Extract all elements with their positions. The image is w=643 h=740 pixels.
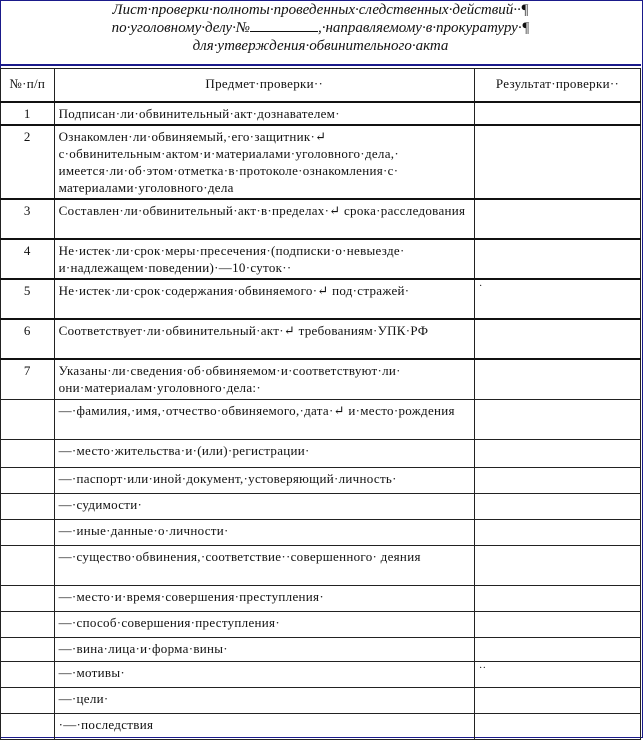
table-row bbox=[1, 713, 641, 739]
table-row bbox=[1, 637, 641, 661]
row-subject: —·место·жительства·и·(или)·регистрации· bbox=[54, 439, 474, 467]
row-result[interactable] bbox=[474, 239, 640, 279]
row-number: 2 bbox=[1, 125, 55, 199]
table-row bbox=[1, 519, 641, 545]
table-row bbox=[1, 439, 641, 467]
header-line-2-prefix: по·уголовному·делу·№ bbox=[111, 20, 250, 36]
row-subject: —·способ·совершения·преступления· bbox=[54, 611, 474, 637]
row-number bbox=[1, 611, 55, 637]
table-row bbox=[1, 467, 641, 493]
header-line-1: Лист·проверки·полноты·проведенных·следственных·действий··¶ bbox=[112, 2, 529, 18]
table-row bbox=[1, 199, 641, 239]
row-subject: Не·истек·ли·срок·содержания·обвиняемого·↵ под·стражей· bbox=[54, 279, 474, 319]
table-row bbox=[1, 687, 641, 713]
row-number: 5 bbox=[1, 279, 55, 319]
row-number: 3 bbox=[1, 199, 55, 239]
row-subject: Не·истек·ли·срок·меры·пресечения·(подписки·о·невыезде· и·надлежащем·поведении)·—10·суток·· bbox=[54, 239, 474, 279]
row-number: 6 bbox=[1, 319, 55, 359]
row-number bbox=[1, 637, 55, 661]
table-row bbox=[1, 545, 641, 585]
row-subject: —·мотивы· bbox=[54, 661, 474, 687]
row-number bbox=[1, 519, 55, 545]
row-result[interactable] bbox=[474, 467, 640, 493]
table-row bbox=[1, 279, 641, 319]
row-result[interactable] bbox=[474, 637, 640, 661]
document-header bbox=[0, 0, 641, 66]
column-header-result: Результат·проверки·· bbox=[474, 69, 640, 103]
row-subject: —·существо·обвинения,·соответствие··совершенного· деяния bbox=[54, 545, 474, 585]
row-result[interactable]: · bbox=[474, 279, 640, 319]
row-number bbox=[1, 713, 55, 739]
row-result[interactable] bbox=[474, 319, 640, 359]
row-result[interactable] bbox=[474, 713, 640, 739]
row-subject: —·фамилия,·имя,·отчество·обвиняемого,·дата·↵ и·место·рождения bbox=[54, 399, 474, 439]
row-number bbox=[1, 687, 55, 713]
row-result[interactable]: ·· bbox=[474, 661, 640, 687]
row-number: 1 bbox=[1, 102, 55, 125]
row-subject: —·паспорт·или·иной·документ,·устоверяющий·личность· bbox=[54, 467, 474, 493]
row-subject: Подписан·ли·обвинительный·акт·дознавателем· bbox=[54, 102, 474, 125]
table-row bbox=[1, 493, 641, 519]
row-subject: Ознакомлен·ли·обвиняемый,·его·защитник·↵ с·обвинительным·актом·и·материалами·уголовного·дела,· имеется·ли·об·этом·отметка·в·протоколе·ознакомления·с· материалами·уголовного·дела bbox=[54, 125, 474, 199]
row-number bbox=[1, 661, 55, 687]
row-number bbox=[1, 399, 55, 439]
header-line-3: для·утверждения·обвинительного·акта bbox=[192, 38, 449, 54]
table-row bbox=[1, 239, 641, 279]
row-subject: Соответствует·ли·обвинительный·акт·↵ требованиям·УПК·РФ bbox=[54, 319, 474, 359]
table-row bbox=[1, 102, 641, 125]
table-header-row bbox=[1, 69, 641, 103]
row-result[interactable] bbox=[474, 359, 640, 399]
row-result[interactable] bbox=[474, 102, 640, 125]
table-row bbox=[1, 319, 641, 359]
row-subject: —·иные·данные·о·личности· bbox=[54, 519, 474, 545]
table-row bbox=[1, 399, 641, 439]
table-row bbox=[1, 585, 641, 611]
row-number bbox=[1, 545, 55, 585]
case-number-blank bbox=[250, 20, 318, 32]
row-subject: Составлен·ли·обвинительный·акт·в·пределах·↵ срока·расследования bbox=[54, 199, 474, 239]
row-subject: ·—·последствия bbox=[54, 713, 474, 739]
header-line-2-suffix: ,·направляемому·в·прокуратуру·¶ bbox=[317, 20, 530, 36]
row-result[interactable] bbox=[474, 399, 640, 439]
row-result[interactable] bbox=[474, 585, 640, 611]
row-subject: Указаны·ли·сведения·об·обвиняемом·и·соответствуют·ли· они·материалам·уголовного·дела:· bbox=[54, 359, 474, 399]
row-subject: —·судимости· bbox=[54, 493, 474, 519]
row-subject: —·цели· bbox=[54, 687, 474, 713]
row-number bbox=[1, 439, 55, 467]
column-header-subject: Предмет·проверки·· bbox=[54, 69, 474, 103]
row-result[interactable] bbox=[474, 687, 640, 713]
row-number bbox=[1, 493, 55, 519]
column-header-number: №·п/п bbox=[1, 69, 55, 103]
row-number: 4 bbox=[1, 239, 55, 279]
row-result[interactable] bbox=[474, 125, 640, 199]
row-result[interactable] bbox=[474, 493, 640, 519]
row-result[interactable] bbox=[474, 611, 640, 637]
row-result[interactable] bbox=[474, 519, 640, 545]
row-result[interactable] bbox=[474, 545, 640, 585]
header-line-2 bbox=[0, 19, 641, 37]
checklist-table bbox=[0, 68, 641, 740]
table-row bbox=[1, 359, 641, 399]
table-row bbox=[1, 661, 641, 687]
table-row bbox=[1, 611, 641, 637]
row-result[interactable] bbox=[474, 199, 640, 239]
table-row bbox=[1, 125, 641, 199]
row-number: 7 bbox=[1, 359, 55, 399]
row-number bbox=[1, 585, 55, 611]
row-number bbox=[1, 467, 55, 493]
row-subject: —·место·и·время·совершения·преступления· bbox=[54, 585, 474, 611]
row-result[interactable] bbox=[474, 439, 640, 467]
row-subject: —·вина·лица·и·форма·вины· bbox=[54, 637, 474, 661]
